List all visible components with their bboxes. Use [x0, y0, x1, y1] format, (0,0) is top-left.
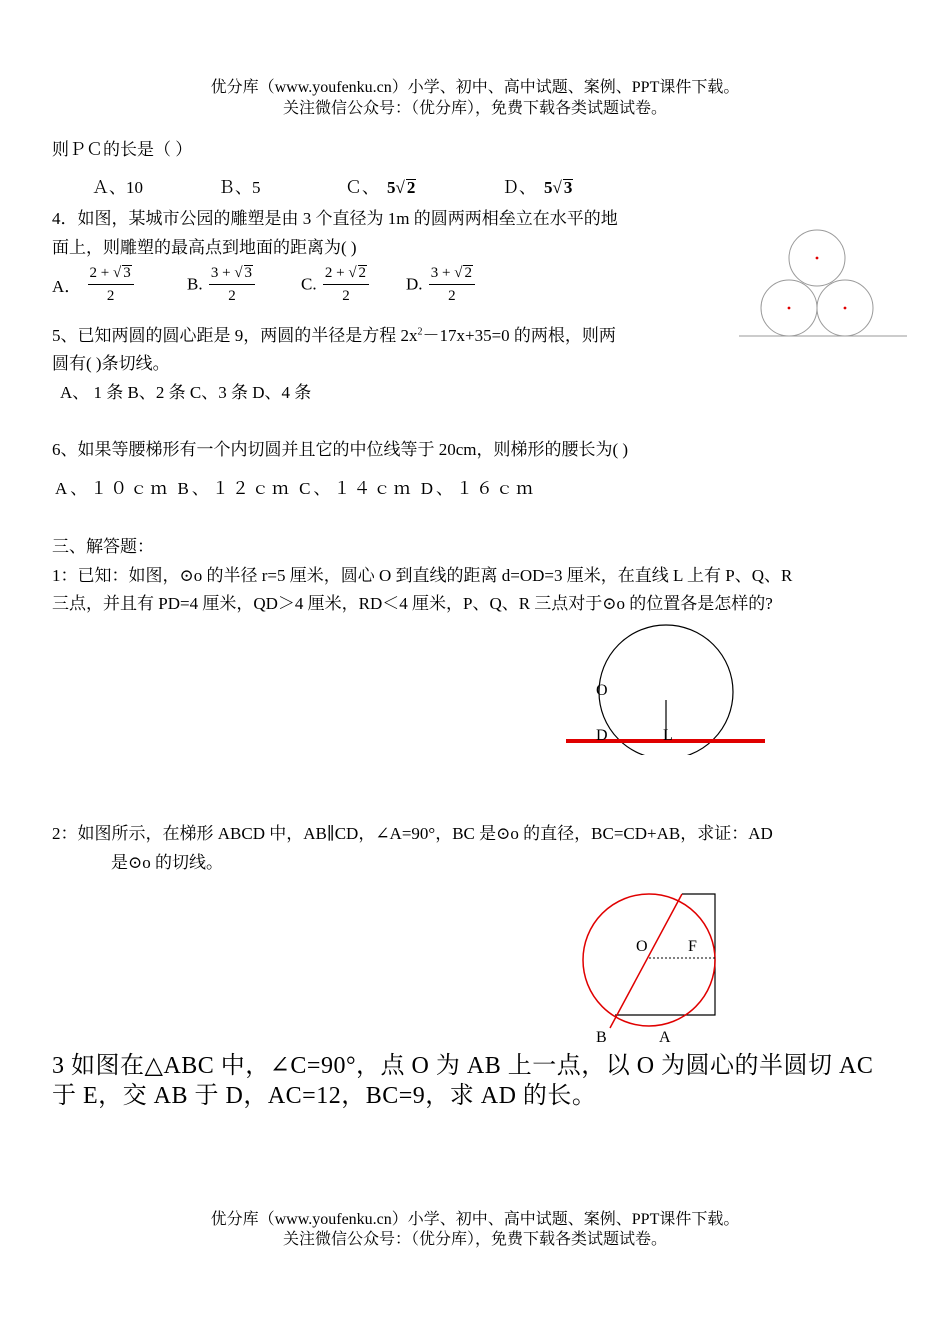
- problem-3-line-1: 3 如图在△ABC 中，∠C=90°，点 O 为 AB 上一点，以 O 为圆心的半圆切 AC: [52, 1053, 874, 1079]
- q3-option-d-coef: 5: [544, 178, 553, 197]
- q4-option-a-num-rad: 3: [123, 265, 131, 281]
- problem-1-line-1: 1：已知：如图，⊙o 的半径 r=5 厘米，圆心 O 到直线的距离 d=OD=3 厘米，在直线 L 上有 P、Q、R: [52, 566, 793, 585]
- footer-line-2: 关注微信公众号：（优分库），免费下载各类试题试卷。: [282, 1231, 667, 1248]
- trapezoid-outline: [615, 894, 715, 1015]
- q4-option-c-label: C.: [301, 274, 317, 294]
- q3-option-d-rad: 3: [563, 178, 573, 197]
- q4-option-d-label: D.: [406, 274, 423, 294]
- q4-option-c-num-int: 2 +: [324, 265, 349, 281]
- q4-option-b-num-int: 3 +: [210, 265, 235, 281]
- trapezoid-circle-figure: [575, 885, 725, 1050]
- q3-option-c-coef: 5: [387, 178, 396, 197]
- q5-exponent: 2: [417, 326, 423, 338]
- footer-line-1: 优分库（www.youfenku.cn）小学、初中、高中试题、案例、PPT课件下载。: [210, 1211, 740, 1228]
- left-center-dot: [788, 307, 791, 310]
- label-o: O: [636, 938, 648, 955]
- label-b: B: [596, 1029, 607, 1046]
- q4-option-b-fraction: $\frac{3 + √ 3}{2}$: [209, 264, 255, 305]
- q4-option-d: [406, 264, 475, 305]
- problem-2-line-2: 是⊙o 的切线。: [111, 853, 223, 872]
- label-o: O: [596, 682, 608, 699]
- q4-option-d-num-rad: 2: [464, 265, 472, 281]
- problem-2-line-1: 2：如图所示，在梯形 ABCD 中，AB∥CD，∠A=90°，BC 是⊙o 的直径，BC=CD+AB，求证：AD: [52, 824, 773, 843]
- problem-1-line-2: 三点，并且有 PD=4 厘米，QD＞4 厘米，RD＜4 厘米，P、Q、R 三点对于⊙o 的位置各是怎样的?: [52, 594, 773, 613]
- q5-options: A、 1 条 B、2 条 C、3 条 D、4 条: [60, 383, 312, 402]
- q5-line-1-post: －17x+35=0 的两根，则两: [422, 326, 616, 345]
- q4-option-d-den: 2: [448, 288, 456, 304]
- q6-options: A、１０ｃｍ B、１２ｃｍ C、１４ｃｍ D、１６ｃｍ: [55, 479, 536, 498]
- q3-option-a: Ａ、10: [92, 178, 143, 197]
- label-a: A: [659, 1029, 671, 1046]
- q4-option-b-num-rad: 3: [244, 265, 253, 281]
- header-line-2: 关注微信公众号：（优分库），免费下载各类试题试卷。: [282, 100, 667, 117]
- q4-option-a-num-int: 2 +: [89, 265, 113, 281]
- q4-option-a-label: A．: [52, 277, 82, 296]
- q3-option-c-rad: 2: [406, 178, 416, 197]
- q6-line-1: 6、如果等腰梯形有一个内切圆并且它的中位线等于 20cm，则梯形的腰长为( ): [52, 440, 629, 459]
- q4-option-a-den: 2: [106, 288, 115, 304]
- q4-option-d-fraction: $\frac{3 + √ 2}{2}$: [429, 264, 475, 305]
- q4-option-b-label: B.: [187, 274, 203, 294]
- q3-option-b: Ｂ、5: [218, 178, 261, 197]
- q4-option-c: [301, 264, 369, 305]
- q4-line-1: 4．如图，某城市公园的雕塑是由 3 个直径为 1m 的圆两两相垒立在水平的地: [52, 209, 618, 228]
- q3-option-d: Ｄ、 5√ 3: [502, 178, 573, 197]
- diameter-bc: [610, 894, 682, 1028]
- q3-option-d-label: Ｄ、: [502, 178, 536, 197]
- right-center-dot: [844, 307, 847, 310]
- q3-option-c-label: Ｃ、: [345, 178, 379, 197]
- header-line-1: 优分库（www.youfenku.cn）小学、初中、高中试题、案例、PPT课件下载。: [210, 79, 740, 96]
- problem-3-line-2: 于 E，交 AB 于 D，AC=12，BC=9，求 AD 的长。: [52, 1083, 597, 1109]
- q4-option-c-num-rad: 2: [358, 265, 367, 281]
- q5-line-1: [52, 321, 616, 346]
- q3-stem: 则ＰＣ的长是（ ）: [52, 140, 193, 159]
- q4-option-d-num-int: 3 +: [430, 265, 455, 281]
- circle-o-red: [583, 894, 715, 1026]
- q4-option-b: [187, 264, 255, 305]
- q4-line-2: 面上，则雕塑的最高点到地面的距离为( ): [52, 238, 357, 257]
- q4-option-a: [52, 264, 134, 305]
- top-center-dot: [816, 257, 819, 260]
- section-3-title: 三、解答题：: [52, 537, 154, 556]
- label-f: F: [688, 938, 697, 955]
- three-circles-figure: [735, 225, 910, 343]
- q3-option-c: Ｃ、 5√ 2: [345, 178, 416, 197]
- label-d: D: [596, 727, 608, 744]
- q5-line-1-pre: 5、已知两圆的圆心距是 9，两圆的半径是方程 2x: [52, 326, 418, 345]
- circle-line-figure: [560, 620, 775, 755]
- q4-option-c-fraction: $\frac{2 + √ 2}{2}$: [323, 264, 369, 305]
- label-l: L: [663, 727, 673, 744]
- q4-option-b-den: 2: [228, 288, 236, 304]
- q4-option-a-fraction: $\frac{2 + √ 3}{2}$: [88, 264, 134, 305]
- q5-line-2: 圆有( )条切线。: [52, 354, 170, 373]
- q4-option-c-den: 2: [342, 288, 350, 304]
